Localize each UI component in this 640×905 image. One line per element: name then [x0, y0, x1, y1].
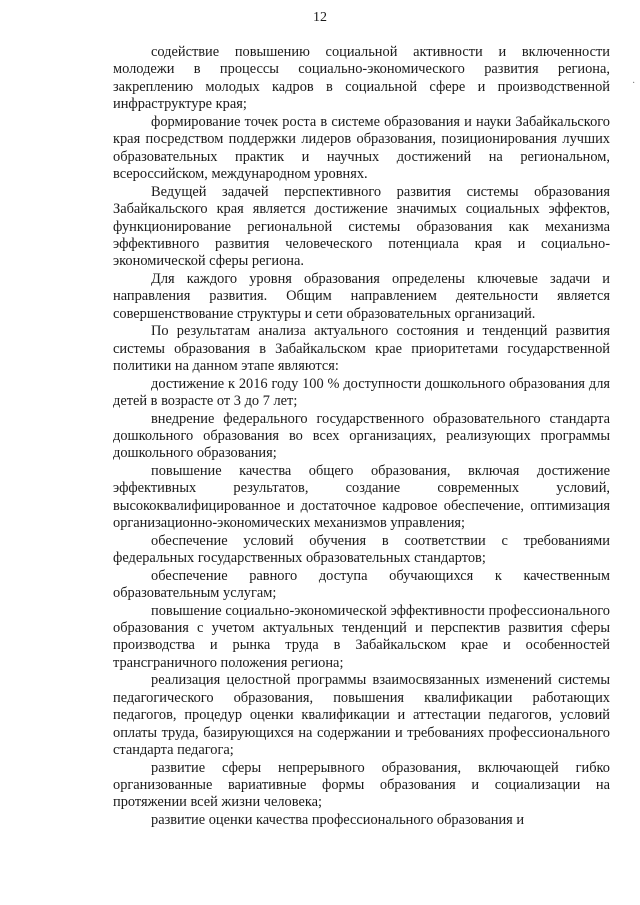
page-number: 12 — [313, 10, 327, 25]
margin-mark: · — [632, 78, 636, 89]
paragraph-6: достижение к 2016 году 100 % доступности дошкольного образования для детей в возрасте от 3 до 7 лет; — [113, 375, 610, 410]
paragraph-10: обеспечение равного доступа обучающихся к качественным образовательным услугам; — [113, 567, 610, 602]
paragraph-13: развитие сферы непрерывного образования, включающей гибко организованные вариативные формы образования и социализации на протяжении всей жизни человека; — [113, 759, 610, 811]
paragraph-2: формирование точек роста в системе образования и науки Забайкальского края посредством поддержки лидеров образования, позиционирования лучших образовательных практик и научных достижений на региональном, всероссийском, международном уровнях. — [113, 113, 610, 183]
paragraph-11: повышение социально-экономической эффективности профессионального образования с учетом актуальных тенденций и перспектив развития сферы производства и рынка труда в Забайкальском крае и особенностей трансграничного положения региона; — [113, 602, 610, 671]
paragraph-8: повышение качества общего образования, включая достижение эффективных результатов, создание современных условий, высококвалифицированное и достаточное кадровое обеспечение, оптимизация организационно-экономических механизмов управления; — [113, 462, 610, 532]
paragraph-7: внедрение федерального государственного образовательного стандарта дошкольного образования во всех организациях, реализующих программы дошкольного образования; — [113, 410, 610, 462]
paragraph-5: По результатам анализа актуального состояния и тенденций развития системы образования в Забайкальском крае приоритетами государственной политики на данном этапе являются: — [113, 323, 610, 375]
paragraph-1: содействие повышению социальной активности и включенности молодежи в процессы социально-экономического развития региона, закреплению молодых кадров в социальной сфере и производственной инфраструктуре края; — [113, 44, 610, 113]
paragraph-14: развитие оценки качества профессионального образования и — [151, 811, 525, 828]
document-body — [113, 44, 610, 829]
paragraph-12: реализация целостной программы взаимосвязанных изменений системы педагогического образования, повышения квалификации работающих педагогов, процедур оценки квалификации и аттестации педагогов, условий оплаты труда, базирующихся на содержании и требованиях профессионального стандарта педагога; — [113, 672, 610, 759]
paragraph-3: Ведущей задачей перспективного развития системы образования Забайкальского края является достижение значимых социальных эффектов, функционирование региональной системы образования как механизма эффективного развития человеческого потенциала края и социально-экономической сферы региона. — [113, 183, 610, 270]
paragraph-9: обеспечение условий обучения в соответствии с требованиями федеральных государственных образовательных стандартов; — [113, 532, 610, 567]
paragraph-4: Для каждого уровня образования определены ключевые задачи и направления развития. Общим направлением деятельности является совершенствование структуры и сети образовательных организаций. — [113, 270, 610, 322]
